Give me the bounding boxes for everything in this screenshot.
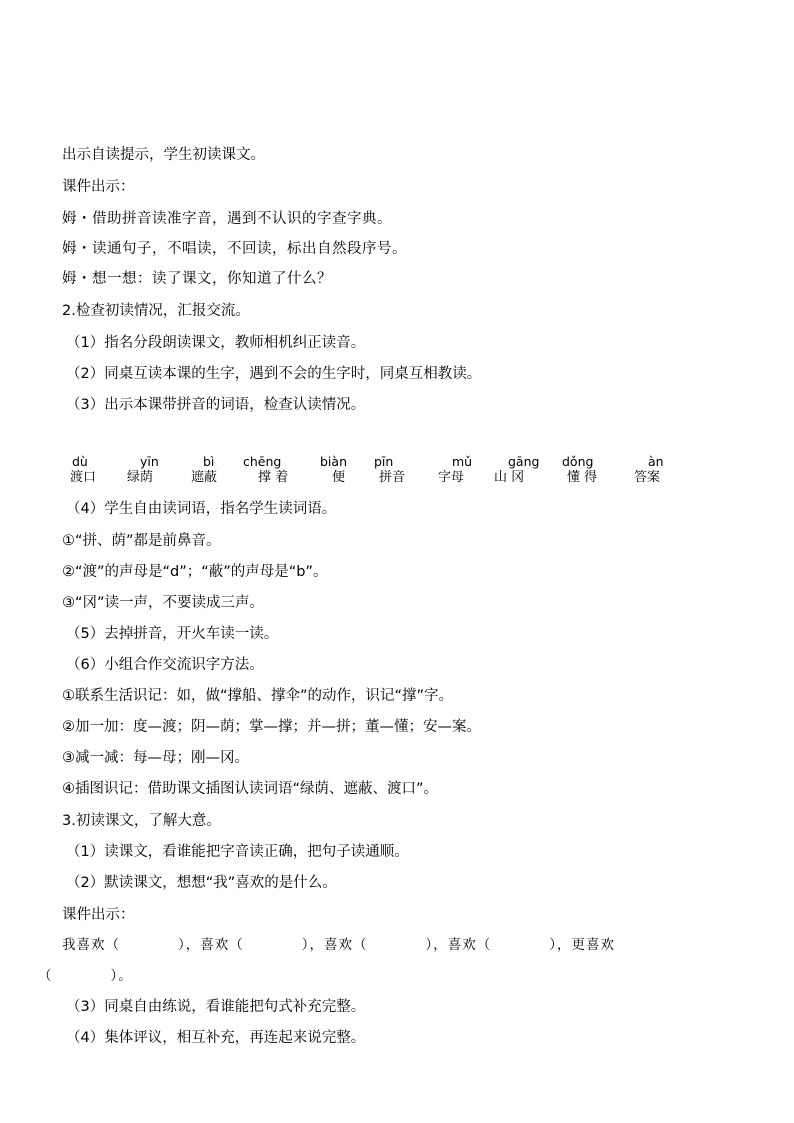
text-line: ③“冈”读一声，不要读成三声。 [62,595,265,611]
pinyin-label: bì [203,454,215,469]
pinyin-word-list [0,455,794,491]
text-line: （4）集体评议，相互补充，再连起来说完整。 [66,1030,366,1046]
text-line: ①联系生活识记：如，做“撑船、撑伞”的动作，识记“撑”字。 [62,688,454,704]
section-heading: 2.检查初读情况，汇报交流。 [62,303,250,319]
word-label: 拼音 [379,470,406,485]
pinyin-label: dǒng [562,454,594,469]
section-heading: 3.初读课文，了解大意。 [62,813,221,829]
text-line: 课件出示： [62,179,135,195]
pinyin-label: dù [72,454,88,469]
text-line: 姆・借助拼音读准字音，遇到不认识的字查字典。 [62,211,392,227]
word-label: 渡口 [70,470,97,485]
fill-in-sentence: 我喜欢（ ），喜欢（ ），喜欢（ ），喜欢（ ），更喜欢 [62,937,615,953]
text-line: ②“渡”的声母是“d”；“蔽”的声母是“b”。 [62,564,328,580]
text-line: 姆・想一想：读了课文，你知道了什么？ [62,271,332,287]
text-line: （1）指名分段朗读课文，教师相机纠正读音。 [66,335,366,351]
text-line: ④插图识记：借助课文插图认读词语“绿荫、遮蔽、渡口”。 [62,781,439,797]
pinyin-label: biàn [320,454,347,469]
word-label: 撑 着 [258,470,289,485]
text-line: 姆・读通句子，不唱读，不回读，标出自然段序号。 [62,241,407,257]
word-label: 答案 [634,470,661,485]
word-label: 字母 [438,470,465,485]
word-label: 遮蔽 [191,470,218,485]
pinyin-label: àn [648,454,664,469]
word-label: 懂 得 [567,470,598,485]
text-line: （3）出示本课带拼音的词语，检查认读情况。 [66,397,366,413]
text-line: ②加一加：度—渡；阴—荫；掌—撑；并—拼；董—懂；安—案。 [62,719,481,735]
pinyin-label: pīn [374,454,394,469]
text-line: （5）去掉拼音，开火车读一读。 [66,626,279,642]
text-line: （4）学生自由读词语，指名学生读词语。 [66,501,337,517]
text-line: 课件出示： [62,907,135,923]
text-line: （6）小组合作交流识字方法。 [66,657,264,673]
word-label: 山 冈 [494,470,525,485]
pinyin-label: chēng [243,454,282,469]
text-line: （2）同桌互读本课的生字，遇到不会的生字时，同桌互相教读。 [66,366,482,382]
pinyin-label: mǔ [452,454,473,469]
text-line: （1）读课文，看谁能把字音读正确，把句子读通顺。 [66,844,409,860]
text-line: 出示自读提示，学生初读课文。 [62,147,265,163]
pinyin-label: gāng [508,454,540,469]
text-line: ③减一减：每—母；刚—冈。 [62,750,249,766]
text-line: ①“拼、荫”都是前鼻音。 [62,533,221,549]
word-label: 绿荫 [127,470,154,485]
text-line: （3）同桌自由练说，看谁能把句式补充完整。 [66,999,366,1015]
pinyin-label: yīn [140,454,159,469]
text-line: （2）默读课文，想想“我”喜欢的是什么。 [66,875,337,891]
word-label: 便 [332,470,346,485]
fill-in-sentence-continued: （ ）。 [38,968,133,984]
